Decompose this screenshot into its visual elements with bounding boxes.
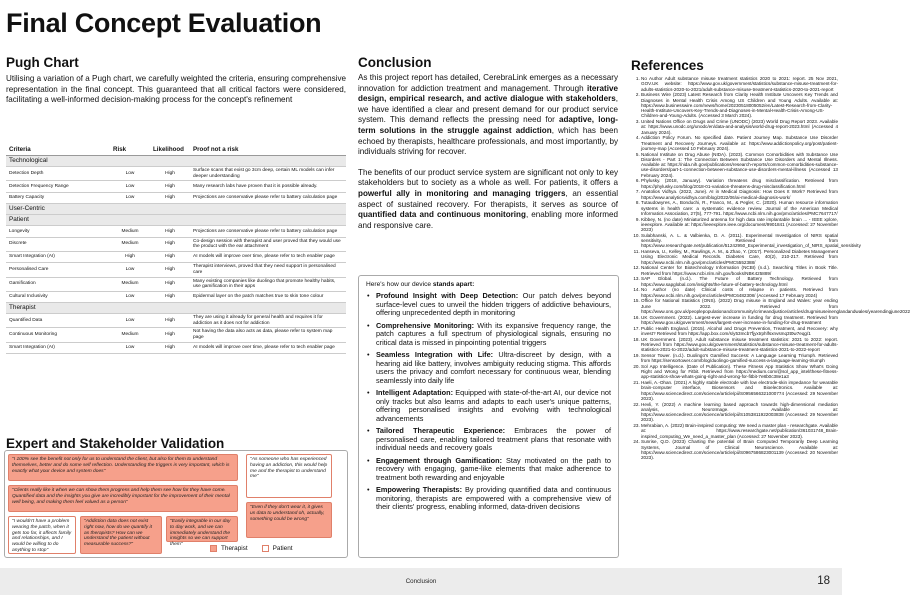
reference-item: 9. Kibbey, N. (no date) Miniaturized antenna for high data rate implantable brain ... - IEEE xplore, ieeexplore. Available at: https://ieeexplore.ieee.org/document/9901841 (Accessed: 27 November 2023) [641, 217, 838, 233]
conclusion-text-run: , we have identified a clear and present demand for our product service system. This demand reflects the pressing need for [358, 94, 618, 125]
legend-patient [262, 545, 293, 552]
pugh-row [6, 263, 346, 277]
pugh-cell-proof: Not having the data also acts as data, please refer to system map page [190, 328, 346, 342]
pugh-cell-risk: High [110, 251, 150, 263]
stands-apart-item-text: By providing quantified data and continuous monitoring, therapists are empowered with a comprehensive view of their clients' progress, enabling informed, data-driven decisions [376, 485, 611, 511]
quote-patient-1: "As someone who has experienced having an addiction, this would help me and the therapist to understand me" [246, 454, 332, 498]
pugh-cell-proof: Surface scans that exist go 3cm deep, certain ML models can infer deeper understanding [190, 167, 346, 181]
reference-item: 13. SAP Global. (n.d.). The Future of Battery Technology. Retrieved from https://www.sapglobal.com/insights/the-future-of-battery-technology.html [641, 276, 838, 287]
page-number: 18 [817, 575, 830, 587]
stands-apart-item [366, 322, 611, 348]
pugh-cell-proof: They are using it already for general health and requires it for addiction as it does not for addiction [190, 314, 346, 328]
pugh-cell-risk: Low [110, 167, 150, 181]
pugh-cell-risk: Medium [110, 226, 150, 238]
stands-apart-item-title: Comprehensive Monitoring: [376, 320, 475, 330]
legend-patient-label: Patient [272, 545, 293, 553]
conclusion-text-run: iterative design, empirical research, and active dialogue with stakeholders [358, 83, 618, 104]
footer [0, 568, 842, 595]
stands-apart-item-text: Our patch delves beyond surface-level cues to unveil the hidden triggers of addictive behaviours, offering unprecedented depth in monitoring [376, 291, 611, 317]
col-criteria: Criteria [6, 144, 110, 156]
pugh-cell-criteria: Longevity [6, 226, 110, 238]
pugh-cell-likelihood: High [150, 237, 190, 251]
pugh-row [6, 181, 346, 193]
stands-apart-list [366, 292, 611, 512]
validation-legend [210, 545, 293, 552]
reference-item: 22. Hevli, Y. (2022) A machine learning based approach towards high-dimensional mediation analysis, NeuroImage. Available at: https://www.sciencedirect.com/science/article/pii/S1053811922003838 (Accessed: 29 November 2023). [641, 402, 838, 423]
pugh-cell-proof: AI models will improve over time, please refer to tech enabler page [190, 251, 346, 263]
stands-apart-item [366, 389, 611, 423]
reference-item: 8. Tutaudowyres, A., Bonduchi, R., Franco, M., & Pegler, C. (2020). Human resource information systems in health care: a systematic evidence review. Journal of the American Medical Informatics Association, 27(5), 777-791. https://www.ncbi.nlm.nih.gov/pmc/articles/PMC7647717/ [641, 200, 838, 216]
stands-apart-item [366, 457, 611, 483]
pugh-cell-risk: Medium [110, 328, 150, 342]
pugh-cell-criteria: Quantified Data [6, 314, 110, 328]
stands-apart-item-text: Equipped with state-of-the-art AI, our device not only tracks but also learns and adapts to each user's unique patterns, offering personalised insights and evolving with technological advancements [376, 388, 611, 423]
stands-apart-item-text: Ultra-discreet by design, with a hearing aid like battery, involves ambiguity reducing stigma. This affords users the privacy and comfort necessary for continuous wear, blending seamlessly into daily life [376, 350, 611, 385]
reference-item: 11. Hanseva, U., Kelley, M., Rawlings, A. M., & Zhao, Y. (2017). Personalized Diabetes Management Using Electronic Medical Records. Diabetes Care, 40(2), 210-217. Retrieved from https://www.ncbi.nlm.nih.gov/pmc/articles/PMC5552388/ [641, 249, 838, 265]
pugh-cell-likelihood: High [150, 342, 190, 354]
pugh-row [6, 167, 346, 181]
pugh-section-row [6, 156, 346, 167]
col-likelihood: Likelihood [150, 144, 190, 156]
stands-apart-item-title: Profound Insight with Deep Detection: [376, 291, 519, 300]
reference-item: 14. No Author (no date) Clinical costs of relapse in patients. Retrieved from https://www.ncbi.nlm.nih.gov/pmc/articles/PMC6482308/ (Accessed 17 February 2024) [641, 287, 838, 298]
stands-apart-item-title: Tailored Therapeutic Experience: [376, 426, 506, 435]
reference-item: 15. Office for National Statistics (ONS). (2022) Drug misuse in England and Wales: year ending June 2022. Retrieved from https://www.ons.gov.uk/peoplepopulationandcommunity/crimeandjustice/articles/drugmisuseinenglandandwales/yearendingjune2022 [641, 298, 838, 314]
pugh-cell-likelihood: High [150, 167, 190, 181]
stands-apart-item [366, 427, 611, 453]
conclusion-text-run: adaptive, long-term solutions in the struggle against addiction [358, 115, 618, 135]
pugh-heading: Pugh Chart [6, 55, 79, 70]
reference-item: 3. United Nations Office on Drugs and Crime (UNODC) (2023) World Drug Report 2023. Available at: https://www.unodc.org/unodc/en/data-and-analysis/world-drug-report-2023.html (Accessed 4 January 2024). [641, 119, 838, 135]
legend-therapist [210, 545, 248, 552]
pugh-cell-risk: Low [110, 181, 150, 193]
pugh-section-row [6, 204, 346, 215]
stands-apart-item-title: Intelligent Adaptation: [376, 388, 454, 397]
pugh-cell-criteria: Battery Capacity [6, 192, 110, 204]
patient-swatch-icon [262, 545, 269, 552]
stands-apart-item-title: Seamless Integration with Life: [376, 350, 494, 359]
pugh-cell-criteria: Detection Depth [6, 167, 110, 181]
pugh-cell-proof: Therapist interviews, proved that they need support in personalised care [190, 263, 346, 277]
reference-item: 21. Haeli, A.-Ohan. (2021) A highly stable electrode with low electrode-skin impedance for wearable brain-computer interface, Biosensors and Bioelectronics. Available at: https://www.sciencedirect.com/science/article/pii/S0956566321000774 (Accessed: 29 November 2023). [641, 380, 838, 401]
pugh-row [6, 314, 346, 328]
conclusion-text-run: , an essential aspect of sustained recovery. For therapists, it serves as source of [358, 188, 618, 209]
pugh-header-row [6, 144, 346, 156]
pugh-cell-risk: Low [110, 342, 150, 354]
pugh-section-row [6, 215, 346, 226]
stands-apart-item-title: Empowering Therapists: [376, 485, 463, 494]
pugh-cell-risk: Low [110, 291, 150, 303]
pugh-intro: Utilising a variation of a Pugh chart, we carefully weighted the criteria, ensuring comprehensive representation in the final concept. This guaranteed that all critical factors were considered, facilitating a well-informed decision-making process for the concept's refinement [6, 74, 346, 105]
reference-item: 24. Sunrise, Q.D. (2023) Charting the potential of Brain Computed Temporarily Deep Learning Systems, Journal of Clinical Neuroscience. Available at: https://www.sciencedirect.com/science/article/pii/S0967586823001139 (Accessed: 20 November 2023). [641, 439, 838, 460]
footer-section-label: Conclusion [405, 578, 437, 585]
reference-item: 2. Business Wire (2023) Latest Research from Clarity Health Institute Uncovers Key Trends and Diagnoses in Mental Health Crisis Among US Children and Young Adults. Available at: https://www.businesswire.com/news/home/20230518005052/en/Latest-Research-from-Clarity-Health-Institute-Uncovers-Key-Trends-and-Diagnoses-in-Mental-Health-Crisis-Among-US-Children-and-Young-Adults. (Accessed 3 March 2024). [641, 92, 838, 118]
reference-item: 1. No Author Adult substance misuse treatment statistics 2020 to 2021: report. 25 Nov 2021, GOV.UK website: https://www.gov.uk/government/statistics/substance-misuse-treatment-for-adults-statistics-2020-to-2021/adult-substance-misuse-treatment-statistics-2020-to-2021-report [641, 76, 838, 92]
pugh-cell-proof: Projections are conservative please refer to battery calculation page [190, 226, 346, 238]
stands-apart-item [366, 486, 611, 512]
pugh-section-label: Therapist [6, 303, 346, 314]
reference-item: 12. National Center for Biotechnology Information (NCBI) (n.d.). Searching Titles in Book Title. Retrieved from https://www.ncbi.nlm.nih.gov/books/NBK425889/ [641, 265, 838, 276]
pugh-row [6, 192, 346, 204]
conclusion-body [358, 73, 618, 241]
legend-therapist-label: Therapist [221, 545, 248, 553]
quote-patient-2: "I wouldn't have a problem wearing the patch, when it gets too far, it affects family and relationships, and I would be willing to do anything to stop" [8, 516, 76, 554]
stands-apart-item [366, 292, 611, 318]
stands-apart-item-title: Engagement through Gamification: [376, 455, 503, 465]
pugh-cell-likelihood: High [150, 226, 190, 238]
reference-item: 6. Phylusky. (2018, January). Variation threatens drug misclassification. Retrieved from https://phylusky.com/blog/2018-01-variation-threatens-drug-misclassification.html [641, 178, 838, 189]
pugh-row [6, 237, 346, 251]
reference-item: 20. Sol App Intelligence. (Date of Publication). These Fitness App Statistics Show What's Going Right and Wrong for Fitbit. Retrieved from https://medium.com/@sol_app_intel/these-fitness-app-statistics-show-whats-going-right-and-wrong-for-fitbit-7e8b0c38e1a3 [641, 364, 838, 380]
references-list-container [631, 76, 910, 559]
pugh-row [6, 226, 346, 238]
col-risk: Risk [110, 144, 150, 156]
pugh-cell-likelihood: High [150, 277, 190, 291]
therapist-swatch-icon [210, 545, 217, 552]
pugh-cell-proof: Epidermal layer on the patch matches true to skin tone colour [190, 291, 346, 303]
reference-item: 5. National Institute on Drug Abuse (NIDA). (2023). Common Comorbidities with Substance Use Disorders - Part 1: The Connection Between Substance Use Disorders and Mental Illness. Available at: https://nida.nih.gov/publications/research-reports/common-comorbidities-substance-use-disorders/part-1-connection-between-substance-use-disorders-mental-illness (Accessed 13 February 2024). [641, 152, 838, 178]
reference-item: 7. Anatolios Vidhya. (2022, June). AI in Medical Diagnosis: How Does It Work? Retrieved from https://www.analyticsvidhya.com/blog/2022/06/ai-medical-diagnosis-work/ [641, 189, 838, 200]
quote-therapist-1: "I 100% see the benefit not only for us to understand the client, but also for them to understand themselves, better and do some self reflection. Understanding the triggers is very important, which is exactly what your device and system does" [8, 454, 238, 481]
conclusion-text-run: powerful ally in monitoring and managing triggers [358, 188, 566, 198]
pugh-cell-likelihood: High [150, 251, 190, 263]
pugh-cell-likelihood: High [150, 328, 190, 342]
conclusion-text-run: , which has been echoed by therapists, healthcare professionals, and most importantly, by individuals striving for recover. [358, 125, 619, 157]
quote-therapist-3: "Even if they don't wear it, it gives us data to understand oh, actually, something could be wrong" [246, 502, 332, 538]
pugh-cell-criteria: Cultural Inclusivity [6, 291, 110, 303]
pugh-cell-criteria: Detection Frequency Range [6, 181, 110, 193]
pugh-cell-proof: Projections are conservative please refer to battery calculation page [190, 192, 346, 204]
pugh-cell-criteria: Discrete [6, 237, 110, 251]
reference-item: 16. UK Government. (2022). Largest-ever increase in funding for drug treatment. Retrieved from https://www.gov.uk/government/news/largest-ever-increase-in-funding-for-drug-treatment [641, 315, 838, 326]
pugh-cell-criteria: Smart Integration (AI) [6, 251, 110, 263]
pugh-cell-proof: Co-design session with therapist and user proved that they would use the product with the ear attachment [190, 237, 346, 251]
validation-heading: Expert and Stakeholder Validation [6, 436, 225, 451]
reference-item: 4. Addiction Policy Forum. No specified date. Patient Journey Map. Substance Use Disorder Treatment and Recovery Journeys. Available at: https://www.addictionpolicy.org/post/patient-journey-map (Accessed 10 February 2024). [641, 135, 838, 151]
pugh-section-label: User-Centric [6, 204, 346, 215]
pugh-cell-criteria: Gamification [6, 277, 110, 291]
pugh-section-label: Patient [6, 215, 346, 226]
pugh-cell-risk: Low [110, 192, 150, 204]
pugh-row [6, 291, 346, 303]
stands-apart-item [366, 351, 611, 385]
pugh-cell-risk: Medium [110, 237, 150, 251]
pugh-row [6, 328, 346, 342]
reference-item: 19. Sensor Tower. (n.d.). Duolingo's Gamified Success: A Language Learning Triumph. Retrieved from https://sensortower.com/blog/duolingo-gamified-success-a-language-learning-triumph [641, 353, 838, 364]
pugh-cell-criteria: Continuous Monitoring [6, 328, 110, 342]
pugh-cell-risk: Low [110, 263, 150, 277]
pugh-cell-proof: Many research labs have proven that it is possible already. [190, 181, 346, 193]
conclusion-paragraph-1 [358, 73, 618, 158]
pugh-cell-proof: AI models will improve over time, please refer to tech enabler page [190, 342, 346, 354]
stands-apart-item-text: Embraces the power of personalised care, enabling tailored treatment plans that resonate with individual needs and recovery goals [376, 426, 611, 452]
conclusion-text-run: As this project report has detailed, CerebraLink emerges as a necessary innovation for addiction treatment and management. Through [358, 73, 618, 93]
pugh-cell-risk: Medium [110, 277, 150, 291]
conclusion-text-run: , enabling more informed and responsive care. [358, 210, 618, 230]
pugh-row [6, 342, 346, 354]
pugh-cell-criteria: Smart Integration (AI) [6, 342, 110, 354]
pugh-cell-risk: Low [110, 314, 150, 328]
reference-item: 17. Public Health England. (2015). Alcohol and Drugs Prevention, Treatment, and Recovery: why invest? Retrieved from https://app.box.com/s/y53mcb7fjyxtrphlfsxnvsmq3t0w7eqg/1 [641, 326, 838, 337]
pugh-cell-likelihood: High [150, 181, 190, 193]
conclusion-text-run: quantified data and continuous monitoring [358, 210, 526, 220]
pugh-cell-likelihood: High [150, 314, 190, 328]
reference-item: 23. Mehrabian, A. (2022) Brain-inspired computing: We need a master plan - researchgate. Available at: https://www.researchgate.net/publication/361031748_Brain-inspired_computing_We_need_a_master_plan (Accessed: 27 November 2023). [641, 423, 838, 439]
conclusion-text-run: The benefits of our product service system are significant not only to key stakeholders but to society as a whole as well. For patients, it offers a [358, 167, 618, 188]
pugh-cell-proof: Many existing companies like duolingo that promote healthy habits, use gamification in their apps [190, 277, 346, 291]
conclusion-paragraph-2 [358, 168, 618, 232]
pugh-table [6, 144, 346, 354]
pugh-cell-likelihood: High [150, 192, 190, 204]
quote-therapist-2: "Clients really like it when we can show them progress and help them see how far they have come. Quantified data and the insights you give are incredibly important for the improvement of their mental well being, and making them feel valued as a person" [8, 485, 238, 512]
pugh-section-row [6, 303, 346, 314]
references-list [631, 76, 910, 460]
col-proof: Proof not a risk [190, 144, 346, 156]
reference-item: 18. UK Government. (2023). Adult substance misuse treatment statistics: 2021 to 2022: report. Retrieved from https://www.gov.uk/government/statistics/substance-misuse-treatment-for-adults-statistics-2021-to-2022/adult-substance-misuse-treatment-statistics-2021-to-2022-report [641, 337, 838, 353]
page-title: Final Concept Evaluation [6, 8, 322, 38]
stands-apart-panel [358, 275, 619, 558]
conclusion-heading: Conclusion [358, 55, 432, 70]
stands-apart-intro: Here's how our device stands apart: [366, 281, 475, 288]
pugh-cell-criteria: Personalised Care [6, 263, 110, 277]
quote-therapist-4: "Addiction data does not exist right now, how do we quantify it as therapists? How can we understand the patient without measurable success?" [80, 516, 162, 554]
pugh-section-label: Technological [6, 156, 346, 167]
stands-apart-item-text: Stay motivated on the path to recovery with engaging, game-like elements that make adherence to treatment both rewarding and enjoyable [376, 455, 611, 482]
reference-item: 10. Sulabhanski, A. L. & Valbienka, D. A. (2011). Experimental Investigation of NIRS spatial sensitivity. Retrieved from https://www.researchgate.net/publication/51242950_Experimental_investigation_of_NIRS_spatial_sensitivity [641, 233, 838, 249]
quote-therapist-5: "Easily integrable in our day to day work, and we can immediately understand the insights so we can support them" [166, 516, 238, 542]
pugh-cell-likelihood: High [150, 291, 190, 303]
pugh-row [6, 277, 346, 291]
pugh-row [6, 251, 346, 263]
references-heading: References [631, 58, 704, 73]
stands-apart-item-text: With its expansive frequency range, the patch captures a full spectrum of physiological signals, ensuring no critical data is missed in pinpointing potential triggers [376, 320, 611, 347]
pugh-cell-likelihood: High [150, 263, 190, 277]
